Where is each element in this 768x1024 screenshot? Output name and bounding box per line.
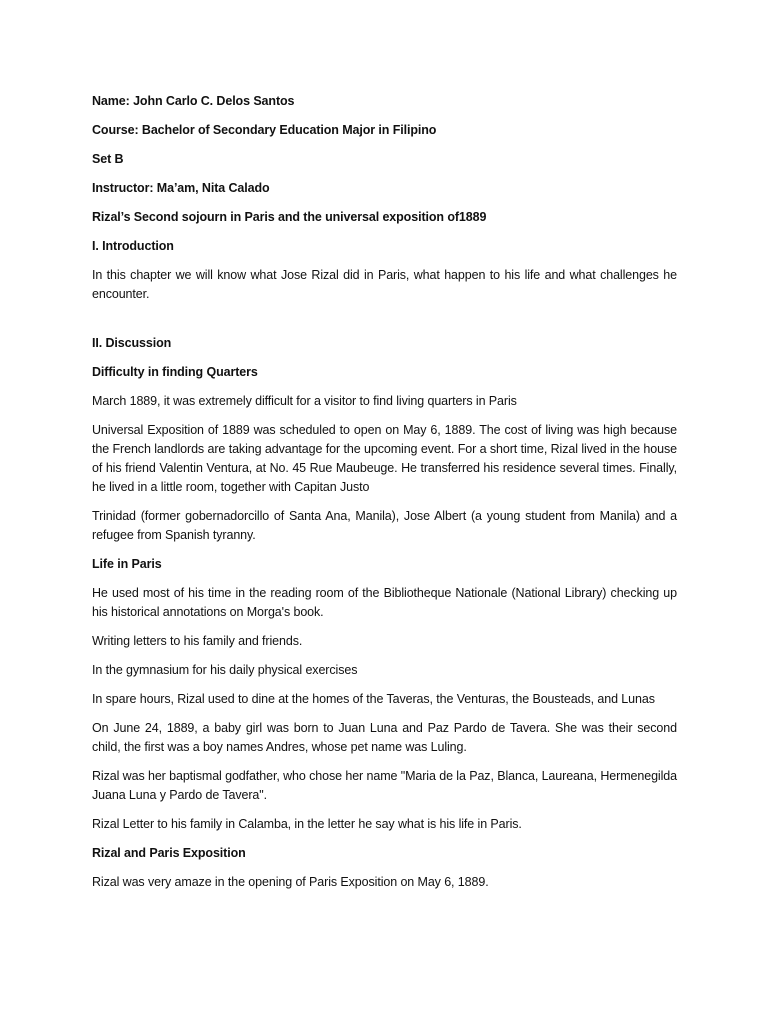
introduction-heading: I. Introduction	[92, 239, 174, 253]
quarters-heading: Difficulty in finding Quarters	[92, 365, 258, 379]
quarters-paragraph-2: Universal Exposition of 1889 was scheduled to open on May 6, 1889. The cost of living was high because the French landlords are taking advantage for the upcoming event. For a short time, Rizal lived in the house of his friend Valentin Ventura, at No. 45 Rue Maubeuge. He transferred his residence several times. Finally, he lived in a little room, together with Capitan Justo	[92, 423, 677, 494]
life-paragraph-3: In the gymnasium for his daily physical exercises	[92, 663, 358, 677]
document-title: Rizal’s Second sojourn in Paris and the universal exposition of1889	[92, 210, 487, 224]
life-paragraph-4: In spare hours, Rizal used to dine at the homes of the Taveras, the Venturas, the Bousteads, and Lunas	[92, 692, 655, 706]
exposition-paragraph-1: Rizal was very amaze in the opening of Paris Exposition on May 6, 1889.	[92, 875, 489, 889]
life-paragraph-6: Rizal was her baptismal godfather, who chose her name "Maria de la Paz, Blanca, Laureana, Hermenegilda Juana Luna y Pardo de Tavera".	[92, 769, 677, 802]
discussion-heading: II. Discussion	[92, 336, 172, 350]
document-page	[92, 92, 677, 902]
life-heading: Life in Paris	[92, 557, 162, 571]
life-paragraph-5: On June 24, 1889, a baby girl was born to Juan Luna and Paz Pardo de Tavera. She was their second child, the first was a boy names Andres, whose pet name was Luling.	[92, 721, 677, 754]
exposition-heading: Rizal and Paris Exposition	[92, 846, 246, 860]
instructor-line: Instructor: Ma’am, Nita Calado	[92, 181, 270, 195]
life-paragraph-1: He used most of his time in the reading room of the Bibliotheque Nationale (National Library) checking up his historical annotations on Morga's book.	[92, 586, 677, 619]
course-line: Course: Bachelor of Secondary Education Major in Filipino	[92, 123, 437, 137]
student-name: Name: John Carlo C. Delos Santos	[92, 94, 295, 108]
quarters-paragraph-1: March 1889, it was extremely difficult for a visitor to find living quarters in Paris	[92, 394, 517, 408]
introduction-paragraph: In this chapter we will know what Jose Rizal did in Paris, what happen to his life and what challenges he encounter.	[92, 268, 677, 301]
set-line: Set B	[92, 152, 124, 166]
life-paragraph-2: Writing letters to his family and friends.	[92, 634, 303, 648]
quarters-paragraph-3: Trinidad (former gobernadorcillo of Santa Ana, Manila), Jose Albert (a young student from Manila) and a refugee from Spanish tyranny.	[92, 509, 677, 542]
life-paragraph-7: Rizal Letter to his family in Calamba, in the letter he say what is his life in Paris.	[92, 817, 522, 831]
